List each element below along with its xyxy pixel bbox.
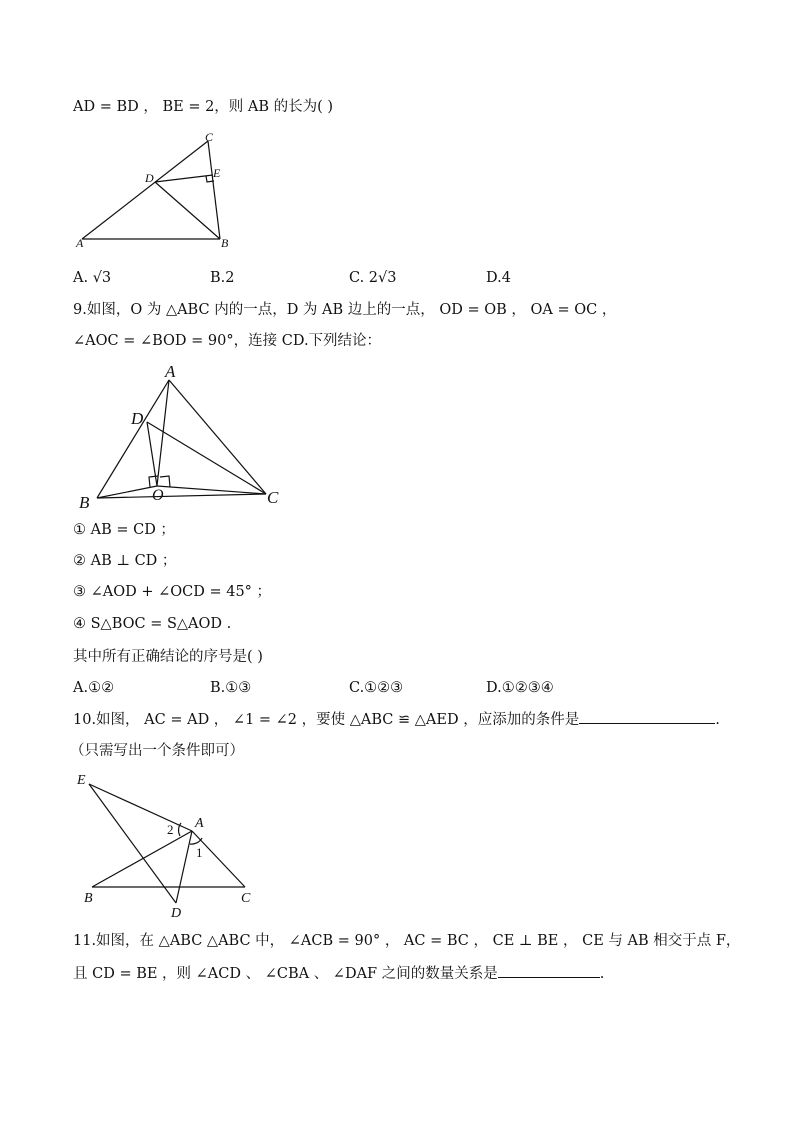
q8-label-A: A — [76, 236, 84, 250]
q10-label-D: D — [171, 906, 182, 921]
q9-choice-c[interactable]: C.①②③ — [349, 680, 404, 696]
q9-statement-2: ② AB ⊥ CD ； — [73, 553, 177, 569]
q10-label-B: B — [84, 891, 93, 906]
q10-label-A: A — [195, 816, 204, 831]
q9-statement-4: ④ S△BOC = S△AOD . — [73, 616, 232, 632]
q8-label-D: D — [145, 171, 154, 185]
q10-stem-line2: （只需写出一个条件即可） — [70, 743, 244, 759]
q8-choice-d[interactable]: D.4 — [486, 270, 511, 286]
q8-label-B: B — [221, 236, 229, 250]
q8-choice-a[interactable]: A. √3 — [73, 270, 112, 286]
q8-label-C: C — [205, 130, 214, 144]
q11-stem-line2 — [73, 963, 604, 984]
q9-label-D: D — [131, 409, 144, 428]
q9-choice-a[interactable]: A.①② — [73, 680, 115, 696]
q10-label-C: C — [241, 891, 251, 906]
q11-stem-end: . — [599, 966, 605, 982]
q9-question: 其中所有正确结论的序号是( ) — [73, 649, 263, 665]
q11-stem-text: 且 CD = BE ，则 ∠ACD 、 ∠CBA 、 ∠DAF 之间的数量关系是 — [73, 966, 498, 982]
q11-stem-line1: 11.如图，在 △ABC △ABC 中， ∠ACB = 90° ， AC = BC ， CE ⊥ BE ， CE 与 AB 相交于点 F， — [73, 933, 741, 949]
q10-stem-end: . — [715, 712, 720, 728]
q9-stem-line1: 9.如图，O 为 △ABC 内的一点，D 为 AB 边上的一点， OD = OB ， OA = OC ， — [73, 302, 617, 318]
q9-statement-1: ① AB = CD ； — [73, 522, 175, 538]
q8-stem: AD = BD ， BE = 2，则 AB 的长为( ) — [73, 99, 334, 115]
q10-label-angle-1: 1 — [196, 845, 203, 860]
q9-label-C: C — [267, 488, 279, 507]
q10-label-E: E — [77, 773, 86, 788]
q9-stem-line2: ∠AOC = ∠BOD = 90°，连接 CD.下列结论： — [73, 333, 382, 349]
q11-answer-blank[interactable] — [498, 963, 600, 978]
q10-label-angle-2: 2 — [167, 822, 174, 837]
q9-statement-3: ③ ∠AOD + ∠OCD = 45° ； — [73, 584, 272, 600]
q8-label-E: E — [213, 166, 221, 180]
q10-stem-text: 10.如图， AC = AD ， ∠1 = ∠2 ，要使 △ABC ≌ △AED ，应添加的条件是 — [73, 712, 580, 728]
q9-choice-d[interactable]: D.①②③④ — [486, 680, 554, 696]
q9-label-O: O — [152, 487, 164, 504]
q8-choice-c[interactable]: C. 2√3 — [349, 270, 397, 286]
q8-choice-b[interactable]: B.2 — [210, 270, 235, 286]
q9-label-A: A — [165, 362, 176, 381]
q9-choice-b[interactable]: B.①③ — [210, 680, 252, 696]
q9-label-B: B — [79, 493, 90, 512]
